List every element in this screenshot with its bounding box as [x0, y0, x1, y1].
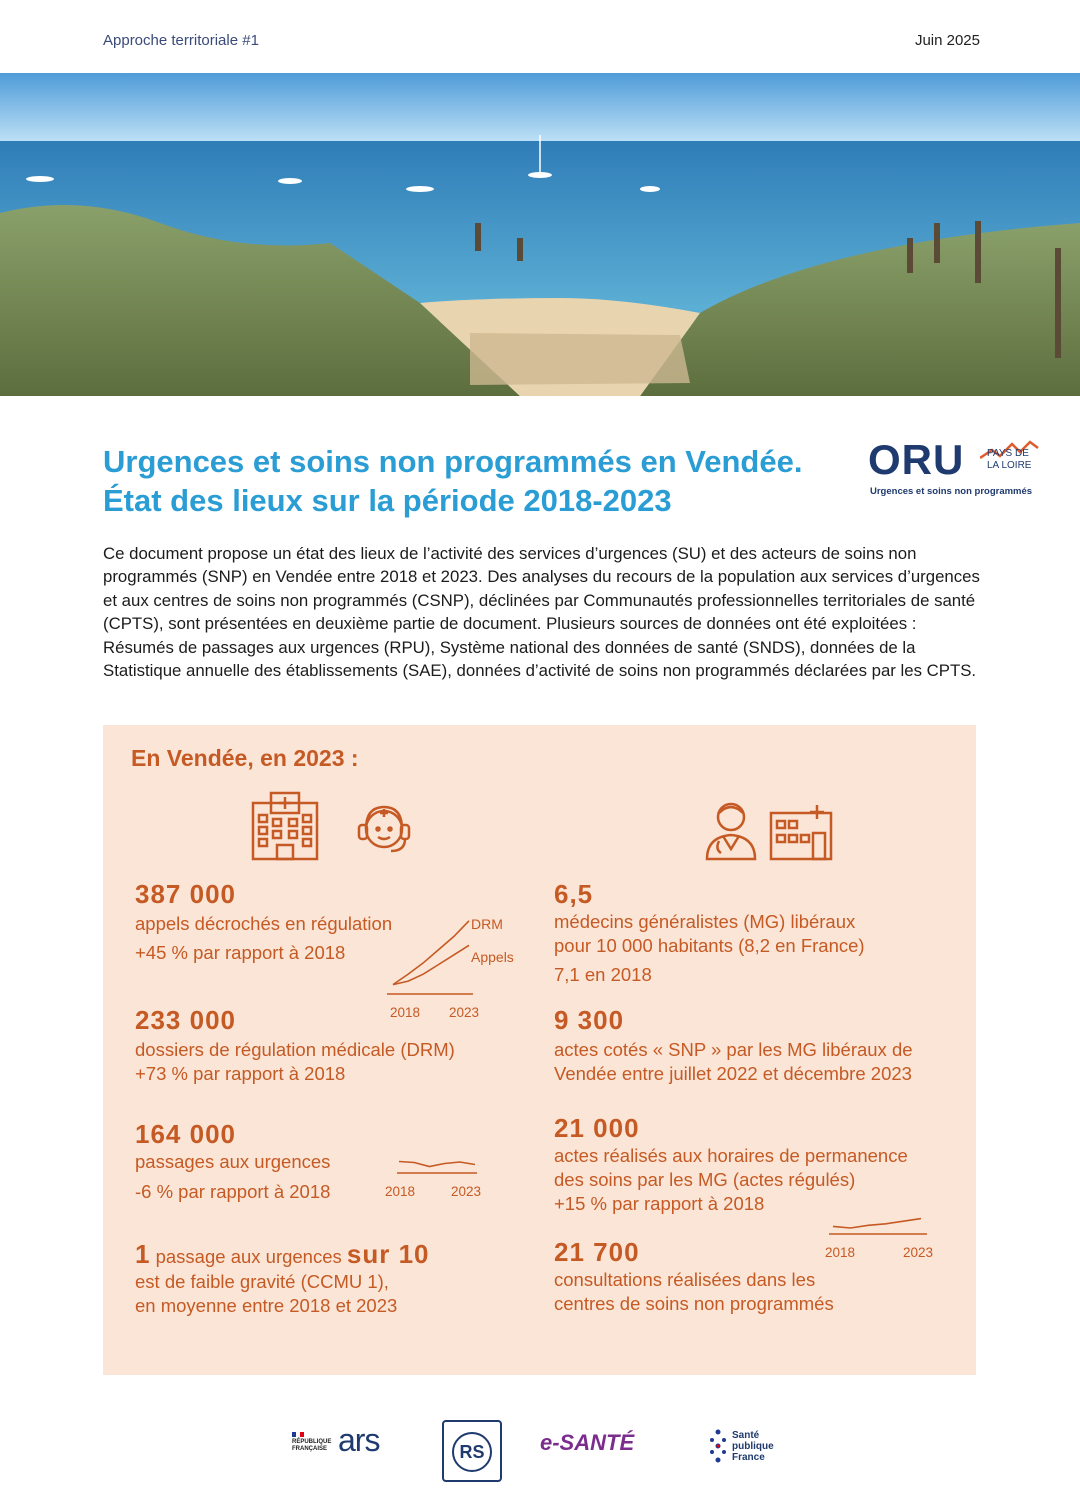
hero-beach-photo — [0, 73, 1080, 396]
ars-logo — [338, 1422, 379, 1459]
sante-publique-france-logo — [708, 1428, 774, 1469]
key-figures-box — [103, 725, 976, 1375]
republique-francaise-text: RÉPUBLIQUE FRANÇAISE — [292, 1439, 332, 1452]
title-line-2: État des lieux sur la période 2018-2023 — [103, 483, 672, 518]
sparkline-series-label-appels: Appels — [471, 949, 514, 965]
stat-gp-density-desc: médecins généralistes (MG) libéraux — [554, 911, 856, 932]
stat-csnp-consultations-value: 21 700 — [554, 1237, 640, 1267]
sparkline-regulated-acts-tick-start: 2018 — [825, 1245, 856, 1259]
key-figures-heading: En Vendée, en 2023 : — [131, 745, 359, 771]
stat-er-visits-value: 164 000 — [135, 1119, 236, 1149]
publication-date: Juin 2025 — [914, 32, 980, 49]
stat-regulated-acts-desc2: des soins par les MG (actes régulés) — [554, 1169, 856, 1190]
stat-low-severity-desc: est de faible gravité (CCMU 1), — [135, 1271, 389, 1292]
stat-drm-change: +73 % par rapport à 2018 — [135, 1063, 346, 1084]
stat-snp-acts-period: Vendée entre juillet 2022 et décembre 2023 — [554, 1063, 912, 1084]
stat-low-severity-value-b: sur 10 — [346, 1239, 430, 1269]
sparkline-regulated-acts-tick-end: 2023 — [903, 1245, 934, 1259]
esante-logo-text: e-SANTÉ — [540, 1430, 635, 1455]
medical-center-icon — [769, 803, 835, 861]
ors-logo-text: RS — [452, 1432, 492, 1472]
stat-calls-value: 387 000 — [135, 879, 236, 909]
stat-csnp-consultations-desc: consultations réalisées dans les — [554, 1269, 816, 1290]
stat-gp-density-value: 6,5 — [554, 879, 594, 909]
stat-low-severity-value-a: 1 — [135, 1239, 151, 1269]
doctor-icon — [703, 799, 759, 861]
hospital-icon — [249, 789, 321, 861]
oru-logo-name: ORU — [868, 436, 965, 483]
title-line-1: Urgences et soins non programmés en Vendée. — [103, 444, 803, 479]
partner-logos — [0, 1418, 1080, 1488]
sante-publique-france-dots-icon — [708, 1428, 728, 1464]
sparkline-series-label-drm: DRM — [471, 916, 503, 932]
stat-gp-density — [554, 879, 865, 987]
regulator-headset-icon — [353, 799, 415, 861]
stat-er-visits-change: -6 % par rapport à 2018 — [135, 1181, 331, 1202]
observatoire-regional-sante-logo — [442, 1420, 502, 1482]
oru-logo-region — [987, 448, 1031, 472]
sparkline-er-visits — [381, 1145, 491, 1205]
stat-calls-change: +45 % par rapport à 2018 — [135, 942, 346, 963]
sparkline-series-line-2-0 — [833, 1219, 921, 1228]
stat-snp-acts-desc: actes cotés « SNP » par les MG libéraux de — [554, 1039, 913, 1060]
stat-low-severity-mid: passage aux urgences — [150, 1246, 347, 1267]
stat-csnp-consultations — [554, 1237, 834, 1316]
stat-regulated-acts-change: +15 % par rapport à 2018 — [554, 1193, 765, 1214]
oru-region-line-2: LA LOIRE — [987, 460, 1032, 471]
sparkline-regulation — [373, 905, 533, 1025]
sparkline-regulation-tick-end: 2023 — [449, 1005, 480, 1020]
stat-regulated-acts-value: 21 000 — [554, 1113, 640, 1143]
page-title — [103, 442, 843, 520]
oru-logo-tagline: Urgences et soins non programmés — [870, 486, 1033, 497]
stat-regulated-acts-desc: actes réalisés aux horaires de permanence — [554, 1145, 908, 1166]
oru-logo — [868, 436, 1043, 502]
stat-gp-density-2018: 7,1 en 2018 — [554, 964, 652, 985]
stat-er-visits — [135, 1119, 330, 1204]
stat-drm-desc: dossiers de régulation médicale (DRM) — [135, 1039, 455, 1060]
intro-paragraph — [103, 542, 983, 682]
stat-csnp-consultations-desc2: centres de soins non programmés — [554, 1293, 834, 1314]
stat-low-severity — [135, 1239, 430, 1318]
stat-low-severity-period: en moyenne entre 2018 et 2023 — [135, 1295, 398, 1316]
esante-logo — [540, 1430, 634, 1456]
stat-gp-density-compare: pour 10 000 habitants (8,2 en France) — [554, 935, 865, 956]
sparkline-regulation-tick-start: 2018 — [390, 1005, 421, 1020]
sparkline-regulated-acts — [821, 1197, 941, 1259]
stat-calls-desc: appels décrochés en régulation — [135, 913, 393, 934]
document-series: Approche territoriale #1 — [103, 32, 259, 49]
sparkline-series-line-1-0 — [399, 1162, 475, 1167]
sparkline-series-line-0-1 — [393, 945, 469, 984]
intro-text: Ce document propose un état des lieux de l’activité des services d’urgences (SU) et des acteurs de soins non programmés (SNP) en Vendée entre 2018 et 2023. Des analyses du recours de la population aux services d’urgences et aux centres de soins non programmés (CSNP), déclinées par Communautés professionnelles territoriales de santé (CPTS), sont présentées en deuxième partie de document. Plusieurs sources de données ont été exploitées : Résumés de passages aux urgences (RPU), Système national des données de santé (SNDS), données de la Statistique annuelle des établissements (SAE), données d’activité de soins non programmés déclarées par les CPTS. — [103, 544, 980, 681]
stat-er-visits-desc: passages aux urgences — [135, 1151, 331, 1172]
sante-publique-france-text: Santé publique France — [732, 1430, 774, 1463]
oru-region-line-1: PAYS DE — [987, 448, 1029, 459]
republique-francaise-logo — [292, 1432, 332, 1453]
sparkline-er-visits-tick-start: 2018 — [385, 1184, 416, 1199]
stat-snp-acts — [554, 1005, 913, 1086]
ars-logo-text: ars — [338, 1422, 380, 1458]
stat-drm-value: 233 000 — [135, 1005, 236, 1035]
stat-calls — [135, 879, 392, 965]
stat-snp-acts-value: 9 300 — [554, 1005, 625, 1035]
sparkline-er-visits-tick-end: 2023 — [451, 1184, 482, 1199]
